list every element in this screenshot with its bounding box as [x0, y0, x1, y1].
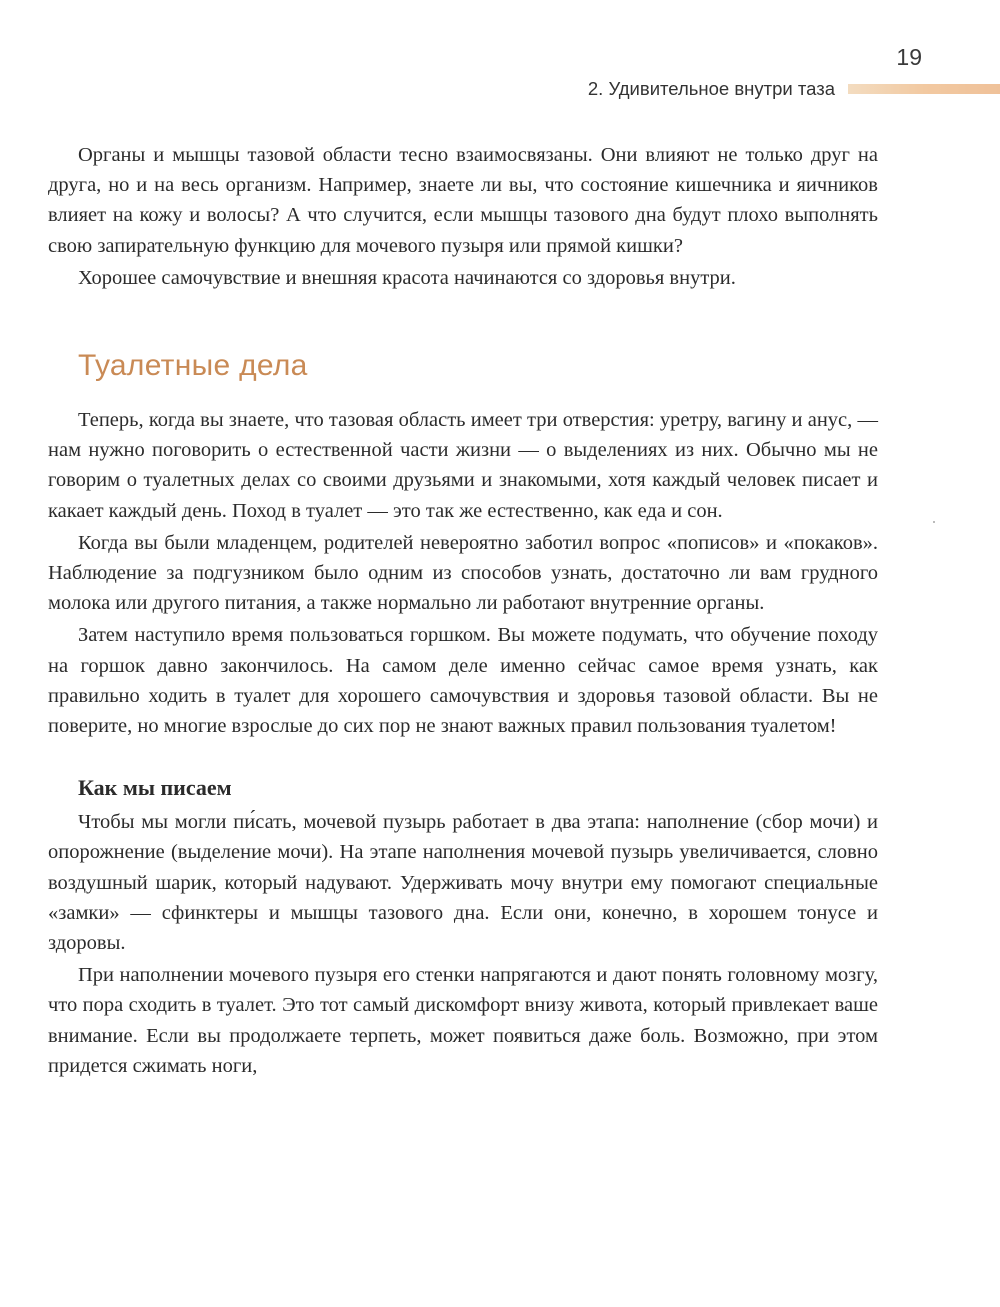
intro-paragraph: Органы и мышцы тазовой области тесно взаимосвязаны. Они влияют не только друг на друга, но и на весь организм. Например, знаете ли вы, что состояние кишечника и яичников влияет на кожу и волосы? А что случится, если мышцы тазового дна будут плохо выполнять свою запирательную функцию для мочевого пузыря или прямой кишки?	[48, 144, 878, 257]
section-heading: Туалетные дела	[78, 349, 308, 383]
chapter-title: 2. Удивительное внутри таза	[587, 78, 835, 99]
running-head-accent-bar	[848, 84, 1000, 94]
margin-dot	[933, 521, 935, 523]
section-paragraph: Теперь, когда вы знаете, что тазовая область имеет три отверстия: уретру, вагину и анус, — нам нужно поговорить о естественной части жизни — о выделениях из них. Обычно мы не говорим о туалетных делах со своими друзьями и знакомыми, хотя каждый человек писает и какает каждый день. Поход в туалет — это так же естественно, как еда и сон.	[48, 409, 878, 522]
running-head	[0, 78, 1000, 104]
subsection-paragraph: Чтобы мы могли пи́сать, мочевой пузырь работает в два этапа: наполнение (сбор мочи) и опорожнение (выделение мочи). На этапе наполнения мочевой пузырь увеличивается, словно воздушный шарик, который надувают. Удерживать мочу внутри ему помогают специальные «замки» — сфинктеры и мышцы тазового дна. Если они, конечно, в хорошем тонусе и здоровы.	[48, 811, 878, 955]
section-paragraph: Затем наступило время пользоваться горшком. Вы можете подумать, что обучение походу на горшок давно закончилось. На самом деле именно сейчас самое время узнать, как правильно ходить в туалет для хорошего самочувствия и здоровья тазовой области. Вы не поверите, но многие взрослые до сих пор не знают важных правил пользования туалетом!	[48, 624, 878, 738]
subsection-paragraph: При наполнении мочевого пузыря его стенки напрягаются и дают понять головному мозгу, что пора сходить в туалет. Это тот самый дискомфорт внизу живота, который привлекает ваше внимание. Если вы продолжаете терпеть, может появиться даже боль. Возможно, при этом придется сжимать ноги,	[48, 964, 878, 1077]
section-paragraph: Когда вы были младенцем, родителей невероятно заботил вопрос «пописов» и «покаков». Наблюдение за подгузником было одним из способов узнать, достаточно ли вам грудного молока или другого питания, а также нормально ли работают внутренние органы.	[48, 531, 878, 615]
subsection-heading: Как мы писаем	[78, 775, 232, 801]
page-body	[48, 140, 878, 1081]
intro-paragraph: Хорошее самочувствие и внешняя красота начинаются со здоровья внутри.	[78, 266, 736, 289]
page-number: 19	[896, 44, 922, 70]
